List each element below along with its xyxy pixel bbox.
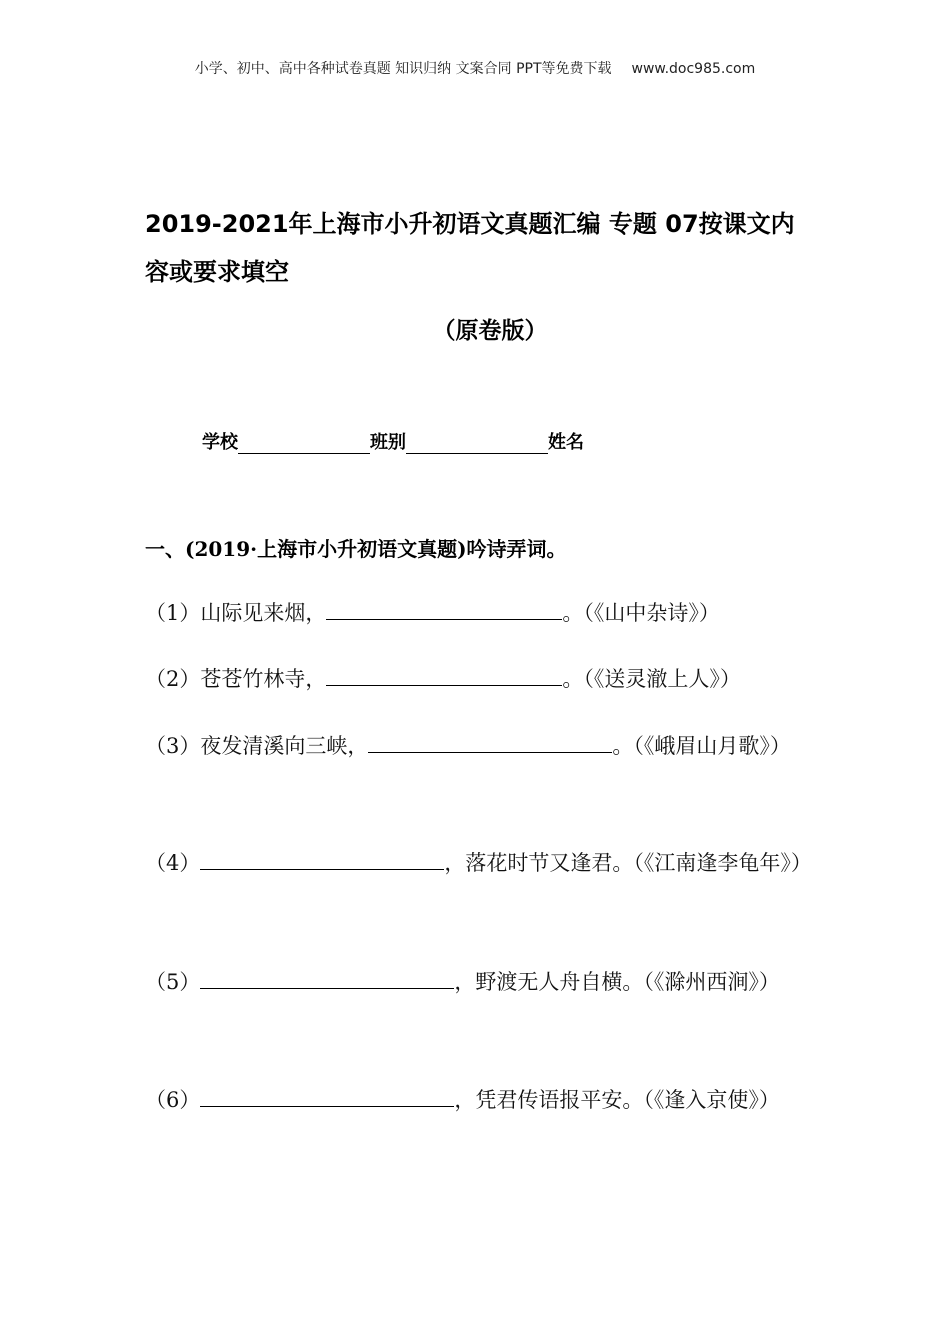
question-number: （2） — [145, 667, 201, 691]
class-blank[interactable] — [406, 433, 548, 454]
question-4 — [145, 835, 815, 891]
question-3 — [145, 718, 815, 774]
student-info-fields — [202, 428, 584, 454]
answer-blank[interactable] — [326, 661, 562, 686]
question-number: （1） — [145, 601, 201, 625]
class-label: 班别 — [370, 432, 406, 453]
question-6 — [145, 1072, 815, 1128]
header-text: 小学、初中、高中各种试卷真题 知识归纳 文案合同 PPT等免费下载 — [194, 61, 612, 77]
question-number: （4） — [145, 851, 201, 875]
section-title: 一、(2019·上海市小升初语文真题)吟诗弄词。 — [145, 537, 567, 561]
question-text-before: 夜发清溪向三峡， — [200, 734, 369, 758]
question-text-before: 苍苍竹林寺， — [200, 667, 327, 691]
question-number: （6） — [145, 1088, 201, 1112]
document-subtitle: （原卷版） — [432, 318, 548, 344]
page-header — [0, 58, 950, 78]
document-title: 2019-2021年上海市小升初语文真题汇编 专题 07按课文内容或要求填空 — [145, 210, 795, 286]
answer-blank[interactable] — [368, 728, 612, 753]
question-text-after: 。（《送灵澈上人》） — [562, 667, 741, 691]
question-text-after: ，野渡无人舟自横。（《滁州西涧》） — [454, 970, 780, 994]
answer-blank[interactable] — [200, 845, 444, 870]
question-number: （5） — [145, 970, 201, 994]
question-1 — [145, 585, 815, 641]
question-2 — [145, 651, 815, 707]
question-text-after: 。（《峨眉山月歌》） — [612, 734, 791, 758]
question-5 — [145, 954, 815, 1010]
question-text-after: ，落花时节又逢君。（《江南逢李龟年》） — [444, 851, 812, 875]
question-text-after: 。（《山中杂诗》） — [562, 601, 720, 625]
question-text-before: 山际见来烟， — [200, 601, 327, 625]
question-text-after: ，凭君传语报平安。（《逢入京使》） — [454, 1088, 780, 1112]
school-blank[interactable] — [238, 433, 370, 454]
answer-blank[interactable] — [200, 1082, 454, 1107]
header-site: www.doc985.com — [631, 61, 756, 77]
answer-blank[interactable] — [326, 595, 562, 620]
school-label: 学校 — [202, 432, 238, 453]
answer-blank[interactable] — [200, 964, 454, 989]
name-label: 姓名 — [548, 432, 584, 453]
question-number: （3） — [145, 734, 201, 758]
